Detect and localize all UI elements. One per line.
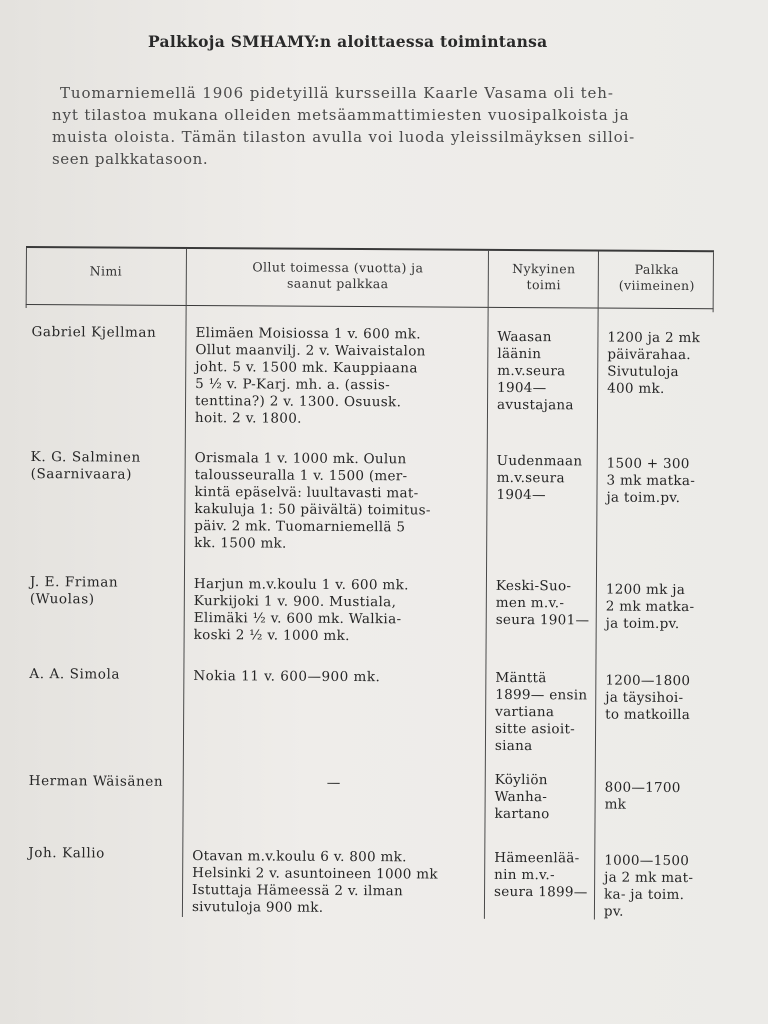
header-line: saanut palkkaa [286, 275, 389, 292]
page-title: Palkkoja SMHAMY:n aloittaessa toimintansa [148, 32, 548, 51]
cell-line: Waasan [497, 328, 552, 346]
cell-line: ja täysihoi- [605, 689, 684, 707]
column-divider [594, 251, 599, 919]
table-top-rule [26, 246, 714, 252]
row-current [497, 329, 574, 414]
row-pay [605, 673, 690, 725]
cell-line: (Wuolas) [29, 591, 95, 608]
cell-line: 400 mk. [607, 380, 665, 397]
cell-line: Kurkijoki 1 v. 900. Mustiala, [193, 593, 397, 611]
row-pay [606, 456, 695, 508]
cell-line: Gabriel Kjellman [31, 324, 157, 341]
cell-line: Uudenmaan [496, 452, 583, 470]
cell-line: 5 ½ v. P-Karj. mh. a. (assis- [195, 376, 391, 394]
cell-line: Köyliön [494, 771, 548, 789]
cell-line: pv. [603, 903, 624, 920]
header-line: Nykyinen [512, 260, 576, 277]
cell-line: K. G. Salminen [30, 449, 141, 466]
cell-line: Harjun m.v.koulu 1 v. 600 mk. [193, 576, 409, 594]
cell-line: mk [604, 796, 627, 813]
cell-line: A. A. Simola [29, 666, 121, 683]
cell-line: nin m.v.- [494, 866, 555, 884]
cell-line: kintä epäselvä: luultavasti mat- [194, 484, 419, 502]
cell-line: Keski-Suo- [495, 577, 572, 595]
cell-line: sitte asioit- [495, 720, 576, 738]
cell-line: Herman Wäisänen [28, 773, 164, 790]
row-work [327, 775, 341, 792]
salary-table [22, 246, 716, 922]
intro-line: muista oloista. Tämän tilaston avulla voi luoda yleissilmäyksen silloi- [52, 128, 636, 146]
cell-line: 1904— [497, 379, 547, 397]
intro-line: seen palkkatasoon. [52, 150, 209, 168]
cell-line: kakuluja 1: 50 päivältä) toimitus- [194, 501, 431, 519]
intro-paragraph [52, 82, 728, 170]
cell-line: ka- ja toim. [604, 886, 685, 904]
cell-line: päivärahaa. [607, 346, 691, 364]
cell-line: Joh. Kallio [28, 845, 105, 862]
cell-line: Mänttä [495, 669, 547, 687]
row-name [31, 324, 156, 342]
cell-line: Elimäen Moisiossa 1 v. 600 mk. [195, 325, 422, 343]
cell-line: m.v.seura [496, 469, 565, 487]
row-current [494, 850, 588, 902]
cell-line: Otavan m.v.koulu 6 v. 800 mk. [192, 848, 407, 866]
row-name [30, 574, 118, 609]
cell-line: ja 2 mk mat- [604, 869, 694, 887]
row-current [496, 578, 590, 630]
row-current [496, 453, 582, 505]
cell-line: 1904— [496, 486, 546, 504]
cell-line: seura 1901— [495, 611, 590, 629]
cell-line: Sivutuloja [607, 363, 679, 380]
cell-line: 1200—1800 [605, 672, 691, 690]
header-line: Palkka [634, 261, 680, 277]
cell-line: joht. 5 v. 1500 mk. Kauppiaana [195, 359, 418, 377]
row-current [495, 670, 588, 756]
cell-line: (Saarnivaara) [30, 466, 133, 483]
header-current [490, 261, 598, 294]
table-header-rule [26, 304, 714, 309]
cell-line: kk. 1500 mk. [194, 535, 287, 552]
header-line: (viimeinen) [618, 277, 695, 294]
row-name [29, 773, 164, 791]
cell-line: vartiana [495, 703, 555, 721]
cell-line: 1200 ja 2 mk [607, 329, 701, 347]
cell-line: sivutuloja 900 mk. [191, 899, 324, 916]
cell-line: to matkoilla [605, 706, 691, 724]
cell-line: m.v.seura [497, 362, 566, 380]
column-divider [484, 251, 489, 919]
row-name [29, 666, 120, 684]
row-work [194, 576, 409, 645]
row-work [195, 325, 426, 428]
cell-line: avustajana [496, 396, 574, 414]
cell-line: Orismala 1 v. 1000 mk. Oulun [194, 450, 407, 468]
cell-line: tenttina?) 2 v. 1300. Osuusk. [195, 393, 402, 411]
header-name [26, 263, 186, 280]
cell-line: ja toim.pv. [605, 615, 680, 632]
row-current [494, 772, 549, 823]
row-work [194, 450, 431, 553]
header-pay [600, 262, 714, 295]
cell-line: ja toim.pv. [606, 489, 681, 507]
cell-line: Hämeenlää- [494, 849, 580, 867]
cell-line: koski 2 ½ v. 1000 mk. [193, 627, 350, 644]
row-pay [604, 853, 694, 922]
cell-line: Wanha- [494, 788, 548, 806]
row-name [28, 845, 105, 862]
column-divider [182, 249, 187, 917]
cell-line: Ollut maanvilj. 2 v. Waivaistalon [195, 342, 426, 360]
row-work [193, 668, 380, 686]
cell-line: hoit. 2 v. 1800. [194, 410, 302, 427]
cell-line: läänin [497, 345, 542, 363]
header-line: Nimi [89, 263, 123, 279]
cell-line: 2 mk matka- [605, 598, 695, 616]
cell-line: J. E. Friman [29, 574, 119, 591]
cell-line: kartano [494, 805, 550, 823]
cell-line: siana [494, 737, 533, 755]
cell-line: 1899— ensin [495, 686, 588, 704]
cell-line: 1500 + 300 [606, 455, 690, 473]
cell-line: talousseuralla 1 v. 1500 (mer- [194, 467, 408, 485]
header-work [188, 259, 488, 293]
row-pay [605, 780, 681, 814]
header-line: toimi [526, 277, 562, 293]
row-pay [606, 582, 695, 634]
header-line: Ollut toimessa (vuotta) ja [252, 259, 424, 276]
cell-line: men m.v.- [495, 594, 565, 612]
cell-line: Elimäki ½ v. 600 mk. Walkia- [193, 610, 402, 628]
cell-line: 800—1700 [604, 779, 681, 797]
cell-line: päiv. 2 mk. Tuomarniemellä 5 [194, 518, 406, 536]
row-work [192, 848, 438, 917]
intro-line: Tuomarniemellä 1906 pidetyillä kursseilla Kaarle Vasama oli teh- [60, 84, 614, 102]
intro-line: nyt tilastoa mukana olleiden metsäammattimiesten vuosipalkoista ja [52, 106, 630, 124]
cell-line: — [326, 774, 341, 791]
cell-line: seura 1899— [494, 883, 588, 901]
cell-line: Istuttaja Hämeessä 2 v. ilman [192, 882, 404, 900]
cell-line: Helsinki 2 v. asuntoineen 1000 mk [192, 865, 438, 883]
cell-line: 1000—1500 [604, 852, 690, 870]
cell-line: 3 mk matka- [606, 472, 696, 490]
cell-line: 1200 mk ja [605, 581, 686, 599]
row-name [31, 449, 141, 484]
row-pay [607, 330, 700, 399]
cell-line: Nokia 11 v. 600—900 mk. [193, 668, 381, 686]
